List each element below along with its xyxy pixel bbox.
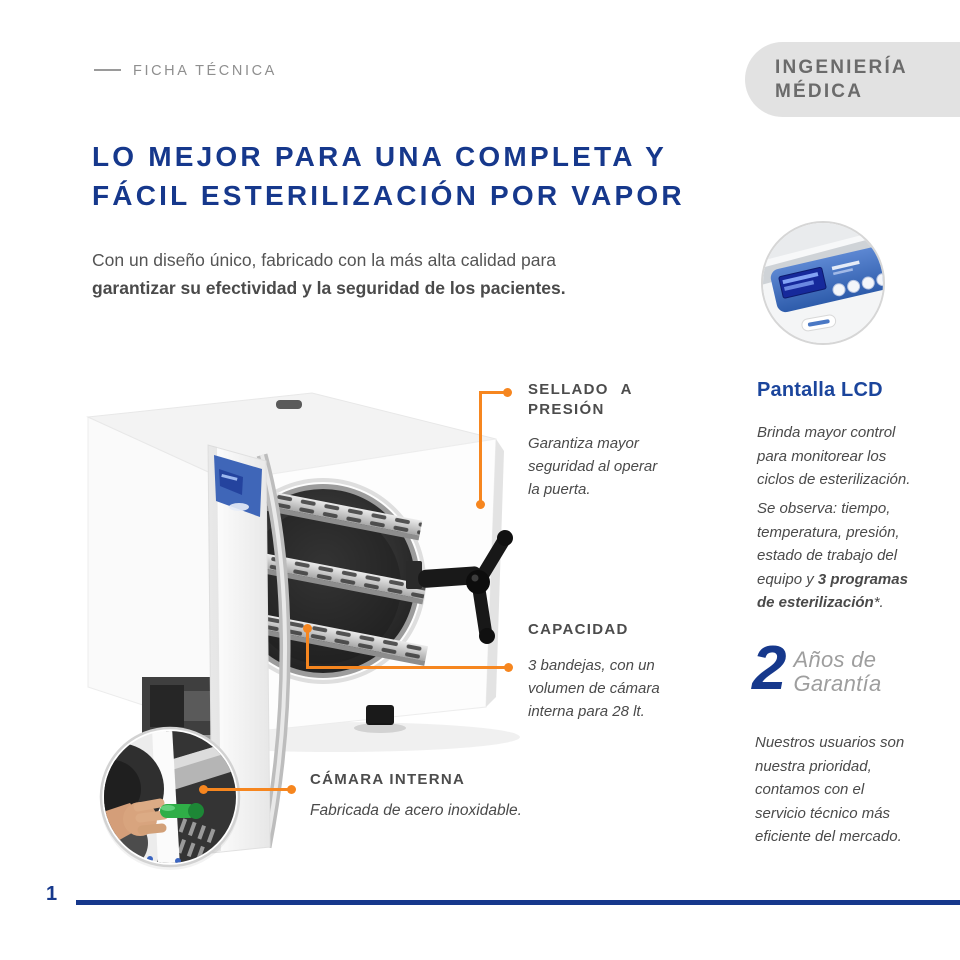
lcd-p2-line: estado de trabajo del <box>757 547 898 564</box>
dash-icon <box>94 69 121 71</box>
brand-badge <box>745 42 960 117</box>
callout-dot-icon <box>504 663 513 672</box>
warranty-label-line2: Garantía <box>793 671 882 696</box>
lcd-p2-line: temperatura, presión, <box>757 523 900 541</box>
callout-dot-icon <box>503 388 512 397</box>
lcd-p2-normal: equipo y <box>757 570 818 588</box>
lcd-p1-line: ciclos de esterilización. <box>757 471 911 488</box>
camara-callout-line <box>205 788 291 791</box>
warranty-number: 2 <box>752 634 787 703</box>
callout-sellado-desc: seguridad al operar <box>528 458 658 475</box>
callout-sellado-desc: la puerta. <box>528 481 591 498</box>
sellado-callout-line <box>479 391 482 503</box>
service-line: eficiente del mercado. <box>755 828 902 845</box>
callout-capacidad-title: CAPACIDAD <box>528 621 629 638</box>
warranty-label-line1: Años de <box>793 647 877 672</box>
service-line: nuestra prioridad, <box>755 757 872 775</box>
callout-camara-title: CÁMARA INTERNA <box>310 771 466 788</box>
page-number: 1 <box>46 883 58 905</box>
brand-badge-line1: INGENIERÍA <box>775 57 908 78</box>
lcd-p2-line <box>757 568 942 592</box>
service-paragraph <box>755 731 940 849</box>
capacidad-callout-line <box>306 630 309 668</box>
callout-camara-desc: Fabricada de acero inoxidable. <box>310 801 522 819</box>
page-tag-label: FICHA TÉCNICA <box>133 63 277 79</box>
brand-badge-line2: MÉDICA <box>775 81 864 102</box>
callout-sellado-title: SELLADO A <box>528 381 633 398</box>
intro-line-normal: Con un diseño único, fabricado con la más alta calidad para <box>92 250 557 270</box>
callout-dot-icon <box>287 785 296 794</box>
lcd-p1-line: para monitorear los <box>757 447 887 465</box>
warranty-label <box>793 648 881 697</box>
lcd-panel-photo <box>761 221 885 345</box>
page-title-line2: FÁCIL ESTERILIZACIÓN POR VAPOR <box>92 180 685 211</box>
page-title-line1: LO MEJOR PARA UNA COMPLETA Y <box>92 141 667 172</box>
service-line: contamos con el <box>755 781 865 798</box>
page-title <box>92 137 685 215</box>
lcd-p2-bold: 3 programas <box>817 570 908 588</box>
callout-sellado-desc: Garantiza mayor <box>528 435 639 452</box>
callout-capacidad-desc: volumen de cámara <box>528 679 660 697</box>
lcd-paragraph-1 <box>757 421 937 492</box>
footer-rule <box>76 900 960 905</box>
lcd-p2-suffix: *. <box>873 594 884 611</box>
service-line: Nuestros usuarios son <box>755 734 905 751</box>
lcd-paragraph-2 <box>757 497 942 615</box>
lcd-p2-line <box>757 591 942 615</box>
callout-camara <box>310 770 610 822</box>
callout-capacidad <box>528 620 693 723</box>
callout-dot-icon <box>476 500 485 509</box>
lcd-p2-line: Se observa: tiempo, <box>757 500 891 517</box>
chamber-inset-photo <box>80 727 240 870</box>
callout-sellado <box>528 380 693 501</box>
callout-capacidad-desc: interna para 28 lt. <box>528 702 645 720</box>
callout-capacidad-desc: 3 bandejas, con un <box>528 656 655 674</box>
capacidad-callout-line <box>306 666 508 669</box>
service-line: servicio técnico más <box>755 804 891 822</box>
warranty-block <box>752 634 882 703</box>
lcd-p1-line: Brinda mayor control <box>757 424 896 441</box>
lcd-p2-bold: de esterilización <box>757 594 874 611</box>
intro-line-bold: garantizar su efectividad y la seguridad de los pacientes. <box>92 278 566 298</box>
page-tag <box>94 63 277 79</box>
callout-sellado-title2: PRESIÓN <box>528 400 605 418</box>
lcd-section-title: Pantalla LCD <box>757 379 883 401</box>
intro-paragraph <box>92 246 566 302</box>
